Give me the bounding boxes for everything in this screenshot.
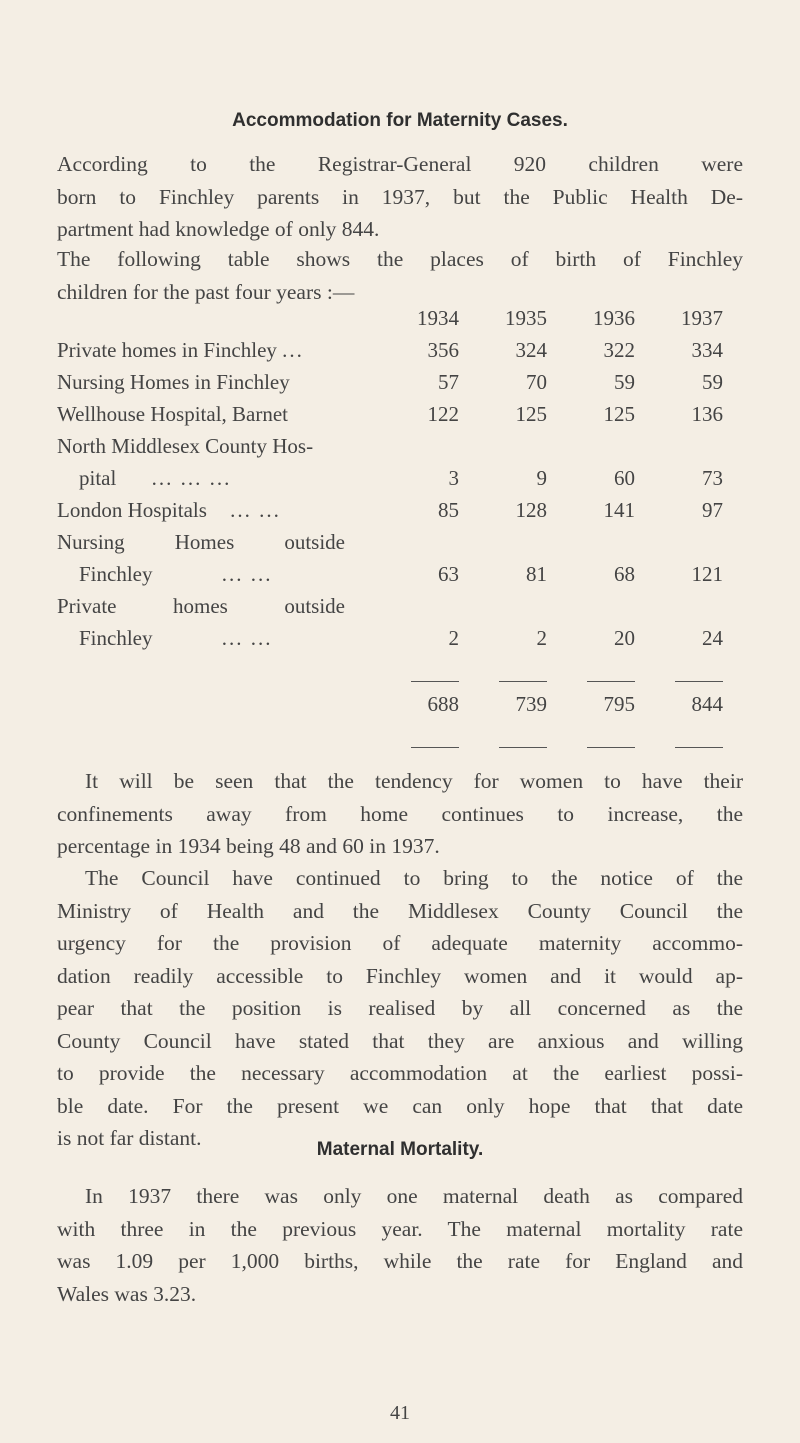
header-year: 1937 <box>681 306 723 330</box>
cell-value: 141 <box>603 498 635 522</box>
row-label: Nursing Homes in Finchley <box>57 370 290 394</box>
cell-value: 20 <box>614 626 635 650</box>
text-line: Ministry of Health and the Middlesex County Council the <box>57 898 743 923</box>
table-row-label-wrap <box>57 530 723 562</box>
section-heading-maternal-mortality: Maternal Mortality. <box>316 1139 484 1160</box>
table-header-row <box>57 306 723 338</box>
text-line: pear that the position is realised by all concerned as the <box>57 996 743 1020</box>
paragraph-tendency <box>57 765 743 863</box>
sum-rule <box>459 658 547 688</box>
cell-value: 9 <box>536 466 547 490</box>
text-line: ble date. For the present we can only hope that that date <box>57 1093 743 1118</box>
row-label-line2: Finchley ... ... <box>79 626 273 650</box>
cell-value: 136 <box>691 402 723 426</box>
cell-value: 125 <box>603 402 635 426</box>
cell-value: 122 <box>427 402 459 426</box>
row-label: Private homes in Finchley ... <box>57 338 304 362</box>
header-year: 1934 <box>417 306 459 330</box>
text-line: In 1937 there was only one maternal death as compared <box>85 1184 743 1208</box>
text-line: was 1.09 per 1,000 births, while the rate for England and <box>57 1249 743 1273</box>
table-row-label-wrap <box>57 594 723 626</box>
section-heading-accommodation: Accommodation for Maternity Cases. <box>232 110 568 131</box>
text-line: According to the Registrar-General 920 children were <box>57 152 743 176</box>
text-line: It will be seen that the tendency for women to have their <box>85 769 743 793</box>
row-label-line2: Finchley ... ... <box>79 562 273 586</box>
table-rule-row <box>57 658 723 688</box>
row-label: Wellhouse Hospital, Barnet <box>57 402 289 426</box>
text-line: to provide the necessary accommodation at the earliest possi- <box>57 1061 743 1085</box>
text-line: dation readily accessible to Finchley women and it would ap- <box>57 963 743 988</box>
cell-value: 24 <box>702 626 723 650</box>
cell-value: 356 <box>427 338 459 362</box>
table-row <box>57 562 723 594</box>
text-line: urgency for the provision of adequate maternity accommo- <box>57 931 743 955</box>
cell-value: 97 <box>702 498 723 522</box>
table-row <box>57 338 723 370</box>
cell-value: 81 <box>526 562 547 586</box>
text-line: with three in the previous year. The maternal mortality rate <box>57 1216 743 1241</box>
cell-value: 128 <box>515 498 547 522</box>
cell-value: 60 <box>614 466 635 490</box>
table-totals-row <box>57 688 723 748</box>
text-line: confinements away from home continues to increase, the <box>57 801 743 826</box>
total-value: 795 <box>547 688 635 748</box>
cell-value: 121 <box>691 562 723 586</box>
births-by-place-table <box>57 306 723 748</box>
cell-value: 125 <box>515 402 547 426</box>
cell-value: 334 <box>691 338 723 362</box>
text-line: Wales was 3.23. <box>57 1281 197 1306</box>
header-year: 1935 <box>505 306 547 330</box>
table-row <box>57 370 723 402</box>
cell-value: 2 <box>536 626 547 650</box>
text-line: children for the past four years :— <box>57 279 355 304</box>
table-row <box>57 626 723 658</box>
cell-value: 2 <box>448 626 459 650</box>
table-row-label-wrap <box>57 434 723 466</box>
paragraph-council <box>57 862 743 1155</box>
text-line: partment had knowledge of only 844. <box>57 217 380 241</box>
cell-value: 68 <box>614 562 635 586</box>
text-line: is not far distant. <box>57 1126 202 1150</box>
page-number: 41 <box>390 1402 410 1424</box>
row-label-line2: pital ... ... ... <box>79 466 232 490</box>
cell-value: 63 <box>438 562 459 586</box>
text-line: percentage in 1934 being 48 and 60 in 1937. <box>57 834 440 858</box>
paragraph-registrar-general <box>57 148 743 246</box>
text-line: County Council have stated that they are anxious and willing <box>57 1028 743 1053</box>
total-value: 739 <box>459 688 547 748</box>
text-line: born to Finchley parents in 1937, but the Public Health De- <box>57 184 743 209</box>
table-row <box>57 466 723 498</box>
cell-value: 73 <box>702 466 723 490</box>
cell-value: 324 <box>515 338 547 362</box>
header-year: 1936 <box>593 306 635 330</box>
table-row <box>57 498 723 530</box>
paragraph-maternal-mortality <box>57 1180 743 1310</box>
cell-value: 70 <box>526 370 547 394</box>
sum-rule <box>635 658 723 688</box>
cell-value: 59 <box>614 370 635 394</box>
cell-value: 322 <box>603 338 635 362</box>
row-label: London Hospitals ... ... <box>57 498 281 522</box>
paragraph-table-intro <box>57 243 743 308</box>
text-line: The following table shows the places of birth of Finchley <box>57 247 743 271</box>
cell-value: 59 <box>702 370 723 394</box>
cell-value: 85 <box>438 498 459 522</box>
row-label-line1: Private homes outside <box>57 594 345 618</box>
text-line: The Council have continued to bring to the notice of the <box>85 866 743 890</box>
table-row <box>57 402 723 434</box>
cell-value: 3 <box>448 466 459 490</box>
sum-rule <box>547 658 635 688</box>
header-blank <box>57 306 371 338</box>
cell-value: 57 <box>438 370 459 394</box>
total-value: 844 <box>635 688 723 748</box>
sum-rule <box>371 658 459 688</box>
row-label-line1: Nursing Homes outside <box>57 530 345 554</box>
row-label-line1: North Middlesex County Hos- <box>57 434 314 458</box>
total-value: 688 <box>371 688 459 748</box>
